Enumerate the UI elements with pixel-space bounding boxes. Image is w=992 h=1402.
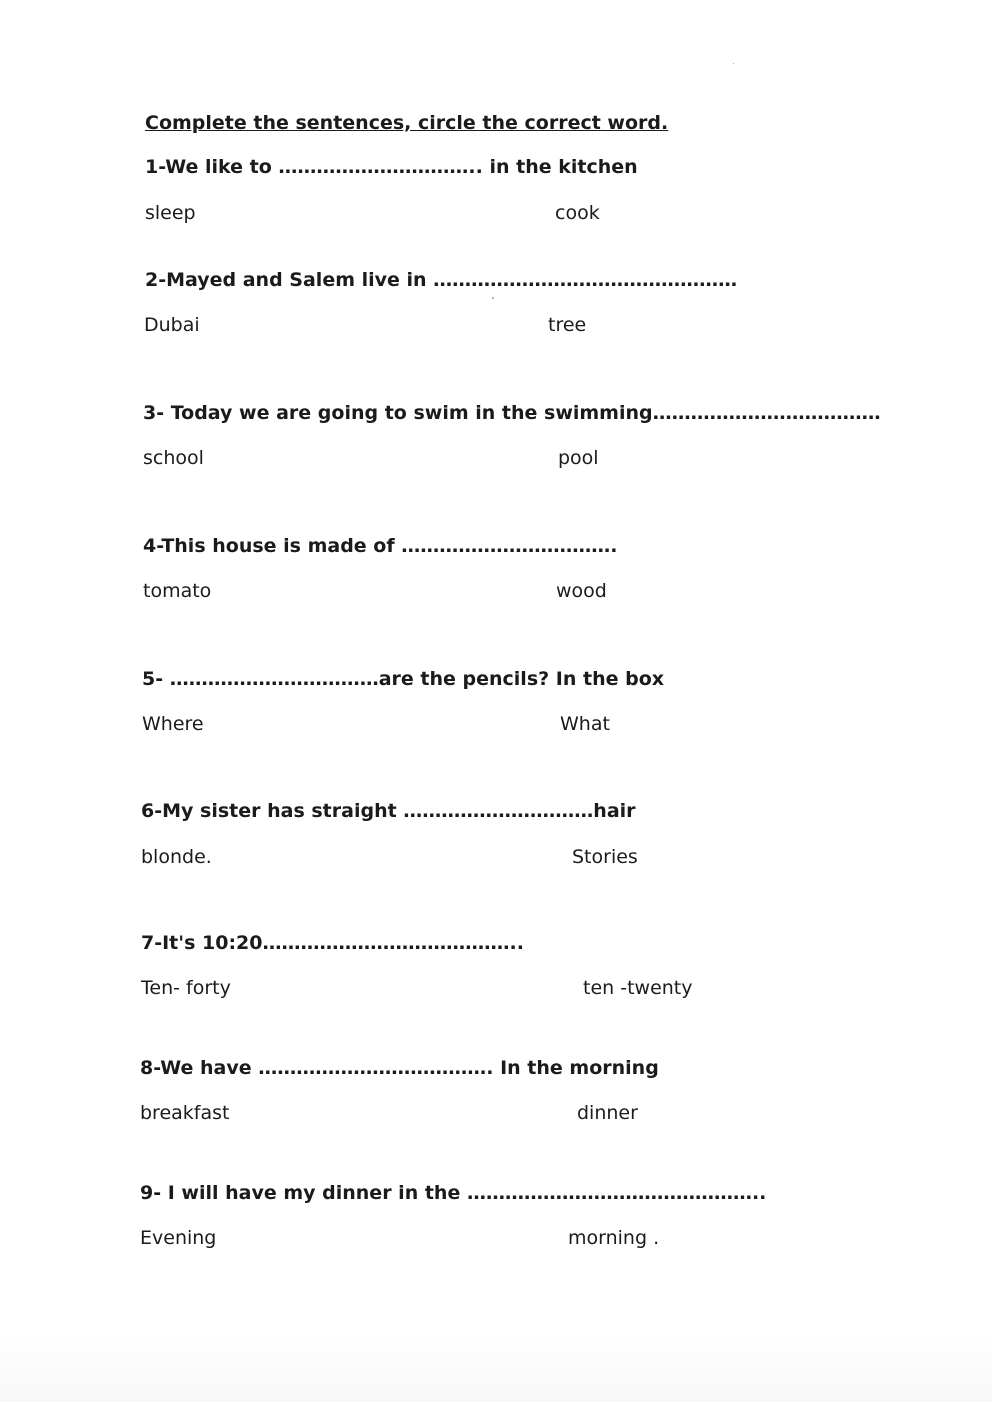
worksheet-title: Complete the sentences, circle the correct word.: [145, 112, 669, 134]
q9-option-b[interactable]: morning .: [568, 1227, 660, 1249]
question-8: 8-We have ………………………………. In the morning: [140, 1057, 659, 1079]
q5-option-b[interactable]: What: [560, 713, 610, 735]
q2-option-a[interactable]: Dubai: [144, 314, 200, 336]
q6-option-b[interactable]: Stories: [572, 846, 638, 868]
q9-option-a[interactable]: Evening: [140, 1227, 217, 1249]
q7-option-a[interactable]: Ten- forty: [141, 977, 231, 999]
question-6: 6-My sister has straight …………………………hair: [141, 800, 636, 822]
question-5: 5- ……………………………are the pencils? In the box: [142, 668, 664, 690]
scan-speck: [733, 63, 734, 64]
q8-option-a[interactable]: breakfast: [140, 1102, 230, 1124]
question-3: 3- Today we are going to swim in the swimming………………………………: [143, 402, 881, 424]
q4-option-b[interactable]: wood: [556, 580, 607, 602]
q8-option-b[interactable]: dinner: [577, 1102, 638, 1124]
scan-bottom-edge: [0, 1332, 992, 1402]
q3-option-b[interactable]: pool: [558, 447, 599, 469]
q5-option-a[interactable]: Where: [142, 713, 204, 735]
question-7: 7-It's 10:20…………………………………..: [141, 932, 524, 954]
q6-option-a[interactable]: blonde.: [141, 846, 212, 868]
q2-option-b[interactable]: tree: [548, 314, 587, 336]
question-1: 1-We like to ………………………….. in the kitchen: [145, 156, 638, 178]
q3-option-a[interactable]: school: [143, 447, 204, 469]
question-4: 4-This house is made of …………………………….: [143, 535, 618, 557]
q1-option-a[interactable]: sleep: [145, 202, 196, 224]
question-9: 9- I will have my dinner in the ………………………………………..: [140, 1182, 767, 1204]
question-2: 2-Mayed and Salem live in …………………………………………: [145, 269, 738, 291]
q1-option-b[interactable]: cook: [555, 202, 600, 224]
scan-speck: [492, 297, 494, 299]
q4-option-a[interactable]: tomato: [143, 580, 212, 602]
q7-option-b[interactable]: ten -twenty: [583, 977, 693, 999]
